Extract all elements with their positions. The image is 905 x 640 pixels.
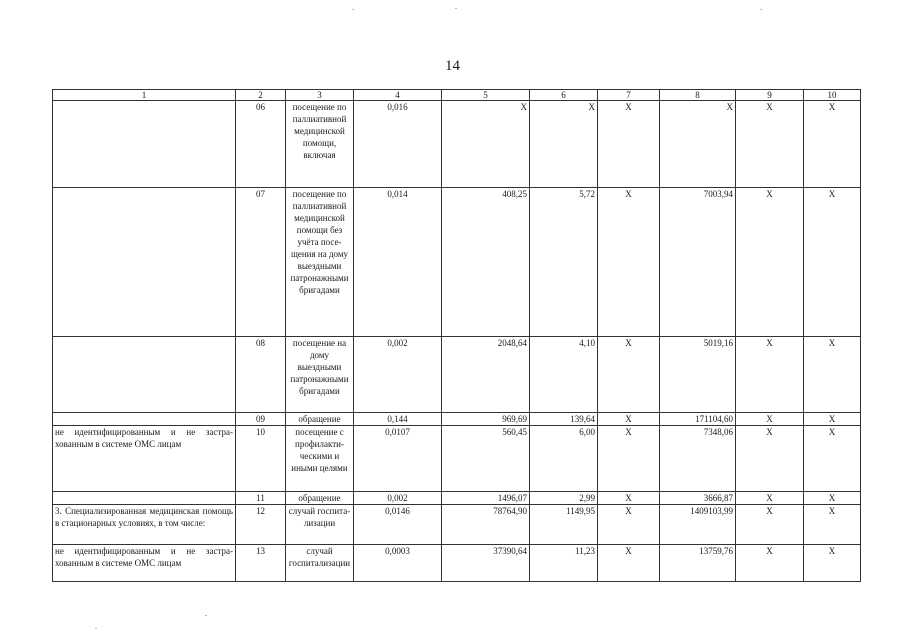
value-cell: Х — [598, 492, 660, 505]
row-label: не идентифицированным и не застрахованным в системе ОМС лицам — [53, 545, 236, 582]
value-cell: 0,144 — [354, 413, 442, 426]
value-cell: Х — [598, 101, 660, 188]
row-label: 3. Специализированная медицинская помощь в стационарных условиях, в том числе: — [53, 505, 236, 545]
value-cell: Х — [736, 505, 804, 545]
unit-cell: посещение на дому выездными патронажными бригадами — [286, 337, 354, 413]
value-cell: Х — [804, 188, 861, 337]
value-cell: 969,69 — [442, 413, 530, 426]
value-cell: Х — [660, 101, 736, 188]
column-header: 1 — [53, 90, 236, 101]
row-label — [53, 188, 236, 337]
row-label — [53, 337, 236, 413]
value-cell: Х — [736, 426, 804, 492]
scan-speck — [95, 628, 97, 629]
value-cell: Х — [736, 413, 804, 426]
column-header: 3 — [286, 90, 354, 101]
row-code: 12 — [236, 505, 286, 545]
row-label — [53, 492, 236, 505]
value-cell: Х — [598, 337, 660, 413]
row-code: 11 — [236, 492, 286, 505]
table-row — [53, 413, 861, 426]
unit-cell: посещение по паллиативной медицинской помощи, включая — [286, 101, 354, 188]
value-cell: Х — [804, 413, 861, 426]
value-cell: 1496,07 — [442, 492, 530, 505]
column-header: 4 — [354, 90, 442, 101]
value-cell: 0,002 — [354, 492, 442, 505]
row-code: 13 — [236, 545, 286, 582]
value-cell: 0,014 — [354, 188, 442, 337]
value-cell: 139,64 — [530, 413, 598, 426]
table-row — [53, 101, 861, 188]
value-cell: 78764,90 — [442, 505, 530, 545]
row-code: 06 — [236, 101, 286, 188]
column-header: 2 — [236, 90, 286, 101]
column-header: 8 — [660, 90, 736, 101]
value-cell: Х — [804, 505, 861, 545]
data-table — [52, 89, 861, 582]
value-cell: Х — [530, 101, 598, 188]
column-header: 10 — [804, 90, 861, 101]
value-cell: 11,23 — [530, 545, 598, 582]
value-cell: Х — [736, 101, 804, 188]
table-body — [53, 101, 861, 582]
column-header: 5 — [442, 90, 530, 101]
unit-cell: случай госпитализации — [286, 505, 354, 545]
value-cell: 7348,06 — [660, 426, 736, 492]
row-code: 07 — [236, 188, 286, 337]
table-row — [53, 337, 861, 413]
value-cell: Х — [598, 426, 660, 492]
column-header: 6 — [530, 90, 598, 101]
row-code: 10 — [236, 426, 286, 492]
value-cell: Х — [736, 337, 804, 413]
value-cell: Х — [804, 337, 861, 413]
scan-speck — [455, 8, 457, 9]
row-code: 09 — [236, 413, 286, 426]
value-cell: 0,002 — [354, 337, 442, 413]
table-row — [53, 188, 861, 337]
table-row — [53, 545, 861, 582]
value-cell: 2,99 — [530, 492, 598, 505]
value-cell: 0,016 — [354, 101, 442, 188]
value-cell: 1149,95 — [530, 505, 598, 545]
value-cell: Х — [804, 426, 861, 492]
value-cell: Х — [804, 101, 861, 188]
table-row — [53, 505, 861, 545]
table-row — [53, 492, 861, 505]
value-cell: 560,45 — [442, 426, 530, 492]
unit-cell: случай госпитализации — [286, 545, 354, 582]
value-cell: 13759,76 — [660, 545, 736, 582]
unit-cell: посещение по паллиативной медицинской помощи без учёта посещения на дому выездными патронажными бригадами — [286, 188, 354, 337]
row-label — [53, 101, 236, 188]
unit-cell: посещение с профилактическими и иными целями — [286, 426, 354, 492]
value-cell: Х — [736, 188, 804, 337]
page-number: 14 — [445, 58, 460, 74]
value-cell: 5,72 — [530, 188, 598, 337]
value-cell: 1409103,99 — [660, 505, 736, 545]
row-code: 08 — [236, 337, 286, 413]
value-cell: 3666,87 — [660, 492, 736, 505]
value-cell: 6,00 — [530, 426, 598, 492]
value-cell: Х — [804, 492, 861, 505]
column-header: 9 — [736, 90, 804, 101]
scan-speck — [352, 9, 354, 10]
value-cell: Х — [598, 505, 660, 545]
unit-cell: обращение — [286, 492, 354, 505]
value-cell: 7003,94 — [660, 188, 736, 337]
value-cell: Х — [598, 188, 660, 337]
column-header: 7 — [598, 90, 660, 101]
value-cell: 2048,64 — [442, 337, 530, 413]
value-cell: 408,25 — [442, 188, 530, 337]
value-cell: 0,0107 — [354, 426, 442, 492]
value-cell: 0,0146 — [354, 505, 442, 545]
value-cell: 37390,64 — [442, 545, 530, 582]
unit-cell: обращение — [286, 413, 354, 426]
scan-speck — [205, 615, 207, 616]
table-header-row — [53, 90, 861, 101]
value-cell: Х — [442, 101, 530, 188]
value-cell: Х — [736, 545, 804, 582]
row-label — [53, 413, 236, 426]
value-cell: Х — [598, 545, 660, 582]
value-cell: 171104,60 — [660, 413, 736, 426]
value-cell: 5019,16 — [660, 337, 736, 413]
value-cell: Х — [804, 545, 861, 582]
value-cell: Х — [598, 413, 660, 426]
value-cell: 4,10 — [530, 337, 598, 413]
value-cell: 0,0003 — [354, 545, 442, 582]
row-label: не идентифицированным и не застрахованным в системе ОМС лицам — [53, 426, 236, 492]
value-cell: Х — [736, 492, 804, 505]
scan-speck — [760, 9, 762, 10]
table-row — [53, 426, 861, 492]
